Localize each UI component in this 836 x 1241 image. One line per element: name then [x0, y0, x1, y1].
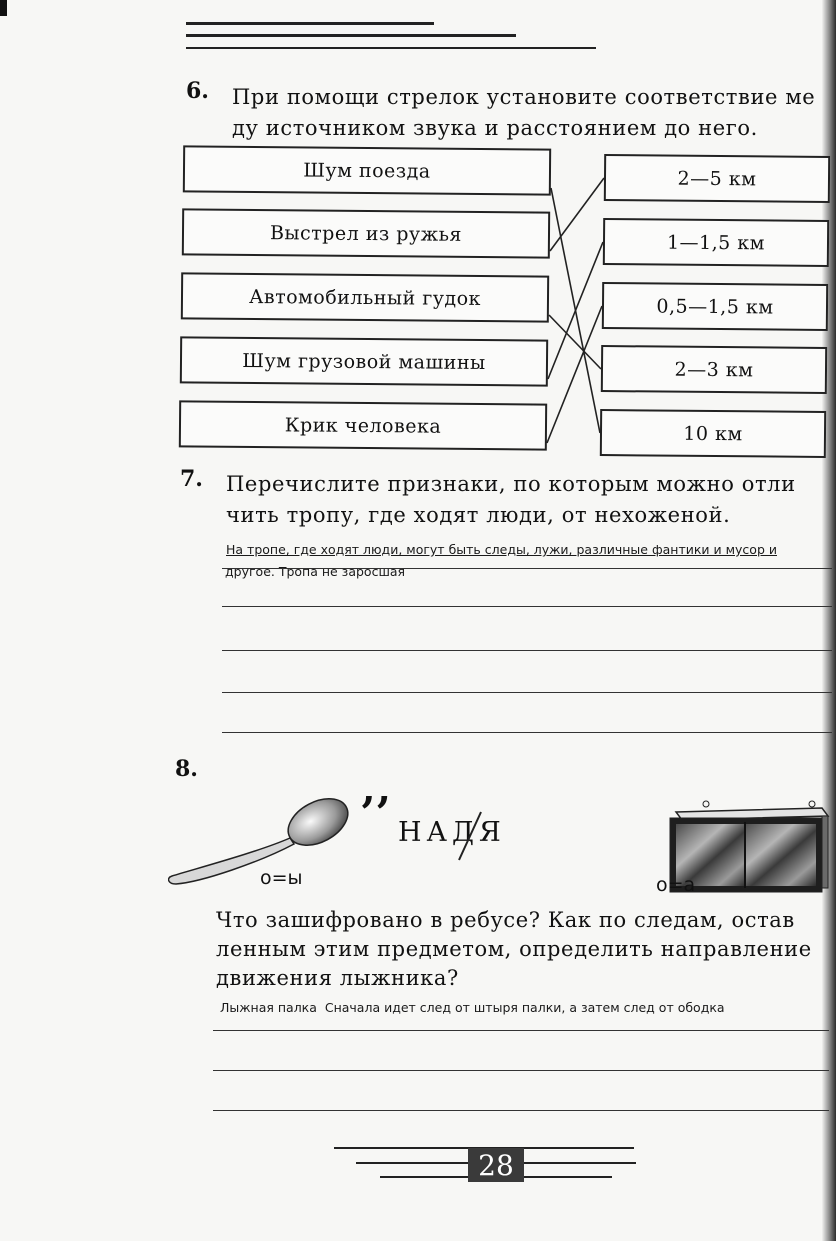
question-8-line-1: Что зашифровано в ребусе? Как по следам, остав [216, 908, 795, 932]
match-line [548, 242, 603, 379]
source-box-car-horn: Автомобильный гудок [181, 272, 549, 322]
strike-through-mark [455, 808, 485, 864]
writing-line [222, 732, 832, 733]
writing-line [213, 1030, 829, 1031]
answer-7-line-2: другое. Тропа не заросшая [225, 564, 406, 579]
match-line [549, 315, 601, 369]
rebus-hint-left: о=ы [260, 867, 303, 889]
question-7-line-1: Перечислите признаки, по которым можно отли [226, 472, 796, 496]
rebus-word: НАДЯ [398, 817, 506, 848]
writing-line [222, 606, 832, 607]
distance-box-1-1.5: 1—1,5 км [603, 218, 829, 267]
question-8-line-2: ленным этим предметом, определить направление [216, 937, 812, 961]
match-line [547, 306, 602, 443]
writing-line [213, 1110, 829, 1111]
distance-box-2-3: 2—3 км [601, 345, 827, 394]
question-6-number: 6. [186, 78, 209, 104]
question-8-text [216, 906, 832, 993]
source-box-shout: Крик человека [179, 400, 547, 450]
writing-line [222, 650, 832, 651]
answer-8-word: Лыжная палка [220, 1000, 317, 1015]
distance-box-0.5-1.5: 0,5—1,5 км [602, 282, 828, 331]
question-7-text [226, 469, 832, 531]
question-8-line-3: движения лыжника? [216, 966, 459, 990]
rebus-hint-right: о=а [656, 874, 696, 896]
source-box-gunshot: Выстрел из ружья [182, 208, 550, 258]
source-box-truck: Шум грузовой машины [180, 336, 548, 386]
writing-line [213, 1070, 829, 1071]
source-box-train: Шум поезда [183, 145, 551, 195]
writing-line [222, 568, 832, 569]
writing-line [222, 692, 832, 693]
answer-8-text: Сначала идет след от штыря палки, а затем след от ободка [324, 1000, 725, 1015]
match-line [550, 178, 604, 251]
matching-lines [0, 0, 836, 470]
rebus-quote-marks: ’’ [360, 788, 391, 839]
question-6-line-2: ду источником звука и расстоянием до него. [232, 116, 758, 140]
question-7-number: 7. [180, 466, 203, 492]
distance-box-2-5: 2—5 км [604, 154, 830, 203]
answer-7-line-1: На тропе, где ходят люди, могут быть следы, лужи, различные фантики и мусор и [226, 542, 777, 557]
page-number: 28 [468, 1148, 524, 1182]
question-7-line-2: чить тропу, где ходят люди, от нехоженой. [226, 503, 731, 527]
question-6-line-1: При помощи стрелок установите соответствие ме [232, 85, 816, 109]
distance-box-10: 10 км [600, 409, 826, 458]
question-8-number: 8. [175, 756, 198, 782]
answer-8 [220, 1000, 725, 1015]
